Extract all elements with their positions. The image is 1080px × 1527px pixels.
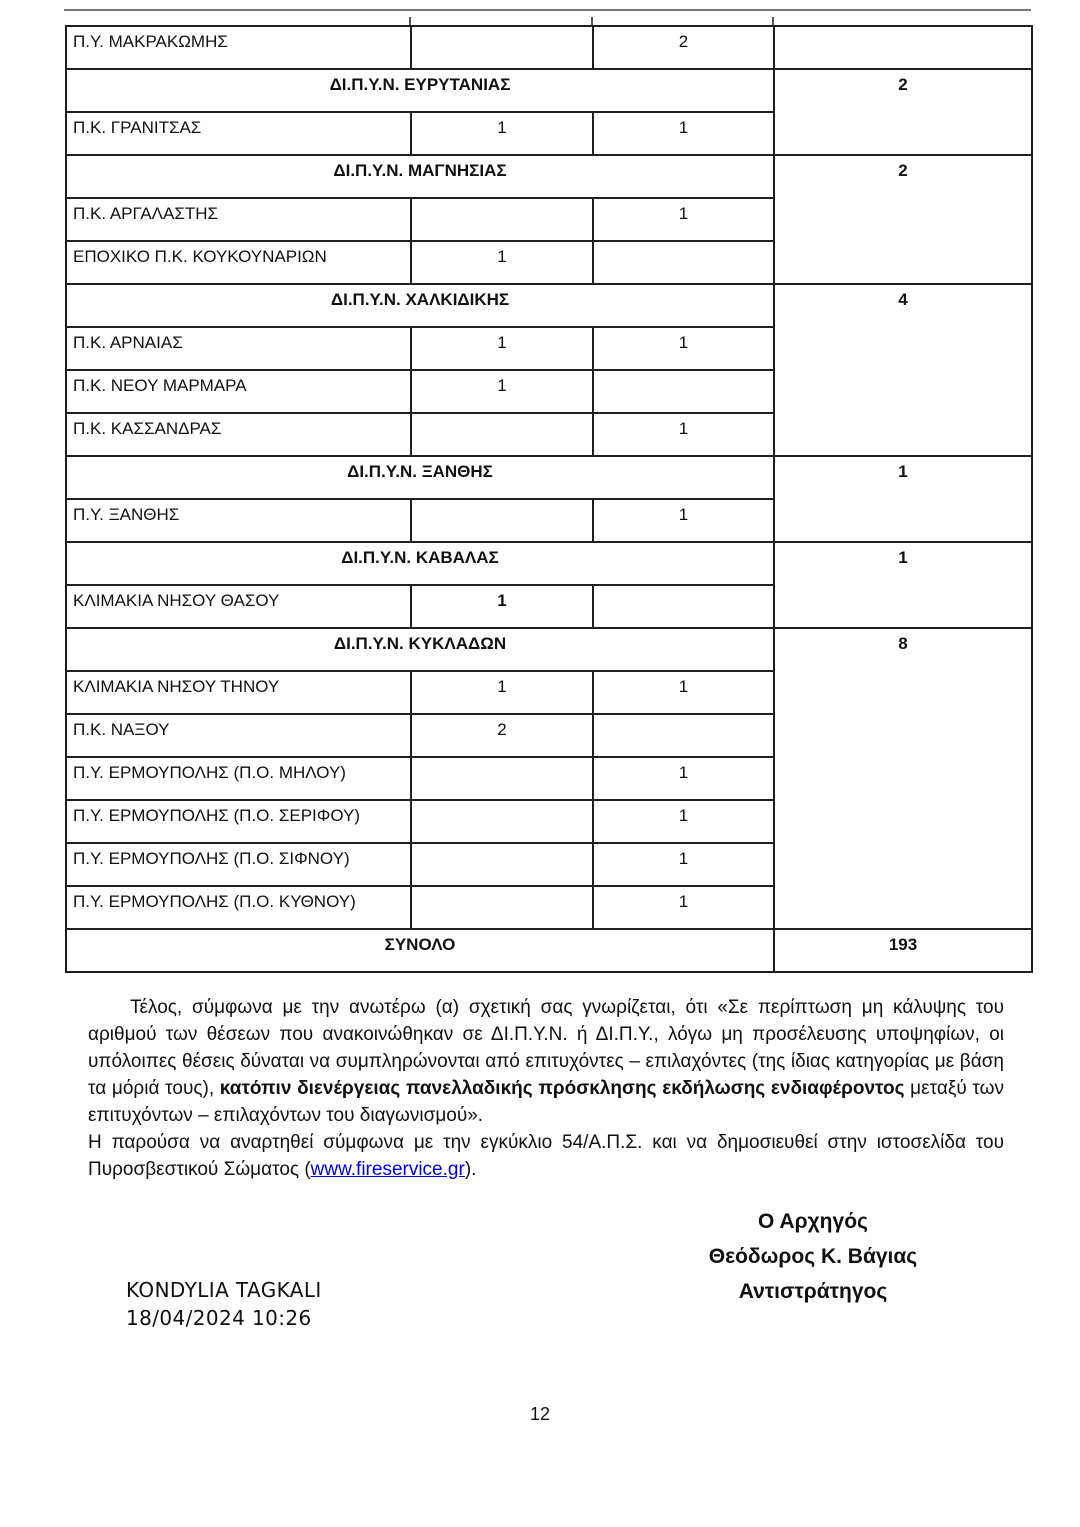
division-total-cell: 1	[774, 542, 1032, 628]
positions-allocation-table	[65, 25, 1033, 973]
division-name-cell: ΔΙ.Π.Υ.Ν. ΕΥΡΥΤΑΝΙΑΣ	[66, 69, 774, 112]
count-cell: 1	[593, 757, 774, 800]
count-cell: 1	[593, 671, 774, 714]
division-header-row	[66, 542, 1032, 585]
stamp-signer-name: KONDYLIA TAGKALI	[126, 1278, 322, 1302]
signature-block	[613, 1204, 1013, 1309]
division-header-row	[66, 284, 1032, 327]
division-header-row	[66, 155, 1032, 198]
count-cell	[411, 413, 593, 456]
count-cell: 1	[411, 585, 593, 628]
station-name-cell: Π.Υ. ΕΡΜΟΥΠΟΛΗΣ (Π.Ο. ΣΙΦΝΟΥ)	[66, 843, 411, 886]
station-name-cell: Π.Υ. ΕΡΜΟΥΠΟΛΗΣ (Π.Ο. ΚΥΘΝΟΥ)	[66, 886, 411, 929]
division-header-row	[66, 456, 1032, 499]
division-total-cell: 2	[774, 69, 1032, 155]
division-header-row	[66, 69, 1032, 112]
count-cell: 1	[593, 198, 774, 241]
table-row	[66, 26, 1032, 69]
digital-signature-stamp	[126, 1276, 322, 1332]
count-cell: 1	[593, 413, 774, 456]
count-cell: 1	[411, 112, 593, 155]
paragraph-conditions-tail: μεταξύ των επιτυχόντων – επιλαχόντων του διαγωνισμού».	[88, 1078, 1004, 1126]
count-cell: 2	[411, 714, 593, 757]
station-name-cell: Π.Κ. ΝΑΞΟΥ	[66, 714, 411, 757]
division-header-row	[66, 628, 1032, 671]
count-cell: 1	[593, 886, 774, 929]
count-cell	[593, 714, 774, 757]
count-cell	[411, 757, 593, 800]
count-cell: 2	[593, 26, 774, 69]
division-name-cell: ΔΙ.Π.Υ.Ν. ΚΥΚΛΑΔΩΝ	[66, 628, 774, 671]
count-cell: 1	[411, 370, 593, 413]
total-row	[66, 929, 1032, 972]
station-name-cell: ΕΠΟΧΙΚΟ Π.Κ. ΚΟΥΚΟΥΝΑΡΙΩΝ	[66, 241, 411, 284]
count-cell	[593, 585, 774, 628]
closing-text	[88, 994, 1004, 1183]
page-number: 12	[529, 1404, 551, 1424]
station-name-cell: Π.Υ. ΕΡΜΟΥΠΟΛΗΣ (Π.Ο. ΣΕΡΙΦΟΥ)	[66, 800, 411, 843]
stamp-datetime: 18/04/2024 10:26	[126, 1306, 312, 1330]
paragraph-conditions	[88, 994, 1004, 1129]
grand-total-cell: 193	[774, 929, 1032, 972]
page-cut-line	[64, 9, 1031, 11]
station-name-cell: Π.Υ. ΕΡΜΟΥΠΟΛΗΣ (Π.Ο. ΜΗΛΟΥ)	[66, 757, 411, 800]
count-cell: 1	[411, 671, 593, 714]
station-name-cell: ΚΛΙΜΑΚΙΑ ΝΗΣΟΥ ΤΗΝΟΥ	[66, 671, 411, 714]
total-label-cell: ΣΥΝΟΛΟ	[66, 929, 774, 972]
signature-rank: Αντιστράτηγος	[738, 1280, 888, 1303]
division-total-cell: 8	[774, 628, 1032, 929]
signature-name: Θεόδωρος Κ. Βάγιας	[708, 1245, 918, 1268]
count-cell: 1	[593, 800, 774, 843]
station-name-cell: ΚΛΙΜΑΚΙΑ ΝΗΣΟΥ ΘΑΣΟΥ	[66, 585, 411, 628]
count-cell: 1	[411, 241, 593, 284]
paragraph-publication	[88, 1129, 1004, 1183]
count-cell	[411, 198, 593, 241]
division-name-cell: ΔΙ.Π.Υ.Ν. ΞΑΝΘΗΣ	[66, 456, 774, 499]
paragraph-publication-tail: ).	[464, 1159, 477, 1180]
paragraph-conditions-bold: κατόπιν διενέργειας πανελλαδικής πρόσκλησης εκδήλωσης ενδιαφέροντος	[219, 1078, 905, 1099]
count-cell: 1	[593, 843, 774, 886]
division-total-cell	[774, 26, 1032, 69]
station-name-cell: Π.Υ. ΜΑΚΡΑΚΩΜΗΣ	[66, 26, 411, 69]
fireservice-link[interactable]: www.fireservice.gr	[310, 1159, 465, 1180]
count-cell	[593, 370, 774, 413]
signature-title: Ο Αρχηγός	[758, 1210, 868, 1233]
count-cell	[411, 843, 593, 886]
division-total-cell: 1	[774, 456, 1032, 542]
count-cell	[593, 241, 774, 284]
station-name-cell: Π.Κ. ΓΡΑΝΙΤΣΑΣ	[66, 112, 411, 155]
station-name-cell: Π.Κ. ΚΑΣΣΑΝΔΡΑΣ	[66, 413, 411, 456]
count-cell	[411, 499, 593, 542]
division-name-cell: ΔΙ.Π.Υ.Ν. ΧΑΛΚΙΔΙΚΗΣ	[66, 284, 774, 327]
paragraph-publication-text: Η παρούσα να αναρτηθεί σύμφωνα με την εγκύκλιο 54/Α.Π.Σ. και να δημοσιευθεί στην ιστοσελίδα του Πυροσβεστικού Σώματος (	[88, 1132, 1004, 1180]
station-name-cell: Π.Υ. ΞΑΝΘΗΣ	[66, 499, 411, 542]
count-cell	[411, 26, 593, 69]
station-name-cell: Π.Κ. ΑΡΝΑΙΑΣ	[66, 327, 411, 370]
count-cell: 1	[593, 112, 774, 155]
count-cell: 1	[593, 327, 774, 370]
division-total-cell: 4	[774, 284, 1032, 456]
division-name-cell: ΔΙ.Π.Υ.Ν. ΚΑΒΑΛΑΣ	[66, 542, 774, 585]
count-cell: 1	[593, 499, 774, 542]
station-name-cell: Π.Κ. ΝΕΟΥ ΜΑΡΜΑΡΑ	[66, 370, 411, 413]
paragraph-conditions-text: Τέλος, σύμφωνα με την ανωτέρω (α) σχετική σας γνωρίζεται, ότι «Σε περίπτωση μη κάλυψης του αριθμού των θέσεων που ανακοινώθηκαν σε ΔΙ.Π.Υ.Ν. ή ΔΙ.Π.Υ., λόγω μη προσέλευσης υποψηφίων, οι υπόλοιπες θέσεις δύναται να συμπληρώνονται από επιτυχόντες – επιλαχόντες (της ίδιας κατηγορίας με βάση τα μόριά τους),	[88, 997, 1004, 1099]
count-cell	[411, 800, 593, 843]
division-name-cell: ΔΙ.Π.Υ.Ν. ΜΑΓΝΗΣΙΑΣ	[66, 155, 774, 198]
count-cell	[411, 886, 593, 929]
division-total-cell: 2	[774, 155, 1032, 284]
count-cell: 1	[411, 327, 593, 370]
station-name-cell: Π.Κ. ΑΡΓΑΛΑΣΤΗΣ	[66, 198, 411, 241]
